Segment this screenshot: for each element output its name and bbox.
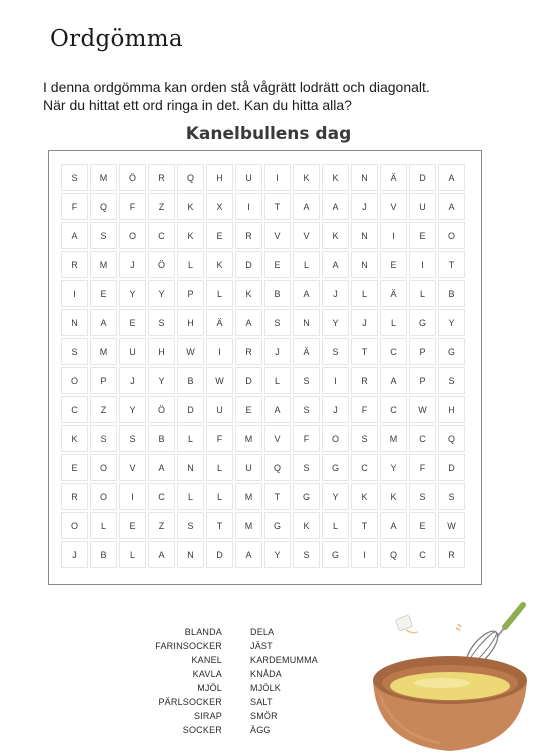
word-search-grid <box>60 163 466 569</box>
grid-cell[interactable]: N <box>351 251 378 278</box>
grid-cell[interactable]: W <box>177 338 204 365</box>
grid-cell[interactable]: V <box>293 222 320 249</box>
word-list-item: SALT <box>250 697 273 707</box>
grid-cell[interactable]: M <box>90 164 117 191</box>
word-list-item: KAVLA <box>192 669 222 679</box>
grid-cell[interactable]: V <box>119 454 146 481</box>
grid-cell[interactable]: F <box>206 425 233 452</box>
word-list-left <box>140 625 222 737</box>
grid-cell[interactable]: I <box>235 193 262 220</box>
grid-cell[interactable]: L <box>177 483 204 510</box>
grid-cell[interactable]: Y <box>322 309 349 336</box>
grid-cell[interactable]: E <box>235 396 262 423</box>
grid-cell[interactable]: N <box>351 164 378 191</box>
grid-cell[interactable]: T <box>438 251 465 278</box>
grid-cell[interactable]: L <box>90 512 117 539</box>
grid-cell[interactable]: T <box>351 512 378 539</box>
grid-cell[interactable]: S <box>264 309 291 336</box>
grid-cell[interactable]: R <box>235 222 262 249</box>
grid-cell[interactable]: U <box>119 338 146 365</box>
word-list-item: SOCKER <box>182 725 222 735</box>
grid-cell[interactable]: N <box>177 541 204 568</box>
grid-cell[interactable]: J <box>322 396 349 423</box>
grid-cell[interactable]: W <box>206 367 233 394</box>
grid-cell[interactable]: A <box>380 512 407 539</box>
grid-cell[interactable]: A <box>264 396 291 423</box>
word-list-item: ÄGG <box>250 725 271 735</box>
grid-cell[interactable]: E <box>119 512 146 539</box>
grid-cell[interactable]: J <box>351 193 378 220</box>
grid-cell[interactable]: E <box>380 251 407 278</box>
word-list-item: PÄRLSOCKER <box>158 697 222 707</box>
grid-cell[interactable]: M <box>235 512 262 539</box>
grid-cell[interactable]: H <box>206 164 233 191</box>
grid-cell[interactable]: S <box>61 338 88 365</box>
grid-cell[interactable]: N <box>61 309 88 336</box>
grid-cell[interactable]: R <box>61 251 88 278</box>
grid-cell[interactable]: J <box>61 541 88 568</box>
grid-cell[interactable]: C <box>61 396 88 423</box>
grid-cell[interactable]: X <box>206 193 233 220</box>
grid-cell[interactable]: S <box>293 367 320 394</box>
word-list-item: MJÖLK <box>250 683 282 693</box>
grid-cell[interactable]: P <box>177 280 204 307</box>
grid-cell[interactable]: Ä <box>380 280 407 307</box>
page-title: Ordgömma <box>50 26 183 52</box>
grid-cell[interactable]: I <box>264 164 291 191</box>
grid-cell[interactable]: R <box>235 338 262 365</box>
grid-cell[interactable]: Y <box>438 309 465 336</box>
grid-cell[interactable]: G <box>322 541 349 568</box>
grid-cell[interactable]: R <box>148 164 175 191</box>
grid-cell[interactable]: K <box>177 222 204 249</box>
grid-cell[interactable]: Q <box>380 541 407 568</box>
grid-cell[interactable]: O <box>90 454 117 481</box>
grid-cell[interactable]: Ö <box>148 251 175 278</box>
grid-cell[interactable]: A <box>235 309 262 336</box>
grid-cell[interactable]: P <box>90 367 117 394</box>
grid-cell[interactable]: L <box>409 280 436 307</box>
grid-cell[interactable]: D <box>235 367 262 394</box>
word-list-item: JÄST <box>250 641 273 651</box>
grid-cell[interactable]: G <box>264 512 291 539</box>
grid-cell[interactable]: A <box>438 164 465 191</box>
grid-cell[interactable]: Y <box>322 483 349 510</box>
grid-cell[interactable]: B <box>90 541 117 568</box>
grid-cell[interactable]: W <box>409 396 436 423</box>
grid-cell[interactable]: S <box>61 164 88 191</box>
grid-cell[interactable]: Q <box>438 425 465 452</box>
word-list-item: BLANDA <box>184 627 222 637</box>
grid-cell[interactable]: B <box>438 280 465 307</box>
grid-cell[interactable]: P <box>409 367 436 394</box>
grid-cell[interactable]: O <box>61 512 88 539</box>
grid-cell[interactable]: N <box>293 309 320 336</box>
grid-cell[interactable]: S <box>119 425 146 452</box>
grid-cell[interactable]: K <box>322 164 349 191</box>
grid-cell[interactable]: I <box>409 251 436 278</box>
flour-packet-icon <box>395 615 418 633</box>
grid-cell[interactable]: Q <box>264 454 291 481</box>
grid-cell[interactable]: E <box>119 309 146 336</box>
grid-cell[interactable]: I <box>380 222 407 249</box>
grid-cell[interactable]: U <box>206 396 233 423</box>
word-list-item: SMÖR <box>250 711 278 721</box>
word-list-item: SIRAP <box>193 711 222 721</box>
grid-cell[interactable]: M <box>90 251 117 278</box>
grid-cell[interactable]: S <box>409 483 436 510</box>
puzzle-title: Kanelbullens dag <box>185 124 352 144</box>
grid-cell[interactable]: I <box>61 280 88 307</box>
grid-cell[interactable]: T <box>206 512 233 539</box>
grid-cell[interactable]: E <box>61 454 88 481</box>
grid-cell[interactable]: C <box>409 425 436 452</box>
grid-cell[interactable]: Z <box>148 193 175 220</box>
grid-cell[interactable]: K <box>351 483 378 510</box>
grid-cell[interactable]: E <box>409 512 436 539</box>
grid-cell[interactable]: I <box>206 338 233 365</box>
grid-cell[interactable]: O <box>438 222 465 249</box>
word-list-item: MJÖL <box>197 683 222 693</box>
grid-cell[interactable]: M <box>90 338 117 365</box>
grid-cell[interactable]: T <box>264 193 291 220</box>
grid-cell[interactable]: Z <box>148 512 175 539</box>
grid-cell[interactable]: C <box>148 483 175 510</box>
grid-cell[interactable]: R <box>61 483 88 510</box>
grid-cell[interactable]: A <box>322 251 349 278</box>
grid-cell[interactable]: O <box>119 222 146 249</box>
grid-cell[interactable]: F <box>61 193 88 220</box>
grid-cell[interactable]: J <box>264 338 291 365</box>
word-search-frame <box>48 150 482 585</box>
bowl-icon <box>373 656 527 751</box>
grid-cell[interactable]: A <box>148 454 175 481</box>
grid-cell[interactable]: S <box>351 425 378 452</box>
grid-cell[interactable]: L <box>206 454 233 481</box>
grid-cell[interactable]: H <box>177 309 204 336</box>
grid-cell[interactable]: A <box>90 309 117 336</box>
grid-cell[interactable]: E <box>206 222 233 249</box>
grid-cell[interactable]: M <box>380 425 407 452</box>
grid-cell[interactable]: L <box>177 425 204 452</box>
grid-cell[interactable]: Q <box>177 164 204 191</box>
grid-cell[interactable]: Z <box>90 396 117 423</box>
grid-cell[interactable]: S <box>293 454 320 481</box>
grid-cell[interactable]: L <box>322 512 349 539</box>
grid-cell[interactable]: D <box>235 251 262 278</box>
grid-cell[interactable]: S <box>90 425 117 452</box>
grid-cell[interactable]: Y <box>380 454 407 481</box>
grid-cell[interactable]: G <box>293 483 320 510</box>
word-list-item: DELA <box>250 627 275 637</box>
grid-cell[interactable]: Y <box>264 541 291 568</box>
grid-cell[interactable]: L <box>293 251 320 278</box>
grid-cell[interactable]: A <box>322 193 349 220</box>
grid-cell[interactable]: K <box>177 193 204 220</box>
grid-cell[interactable]: R <box>438 541 465 568</box>
grid-cell[interactable]: K <box>61 425 88 452</box>
grid-cell[interactable]: V <box>264 222 291 249</box>
grid-cell[interactable]: Ö <box>148 396 175 423</box>
grid-cell[interactable]: K <box>235 280 262 307</box>
grid-cell[interactable]: U <box>235 164 262 191</box>
grid-cell[interactable]: E <box>409 222 436 249</box>
grid-cell[interactable]: Ö <box>119 164 146 191</box>
grid-cell[interactable]: I <box>119 483 146 510</box>
word-list-right <box>250 625 350 737</box>
grid-cell[interactable]: G <box>409 309 436 336</box>
grid-cell[interactable]: C <box>380 338 407 365</box>
grid-cell[interactable]: J <box>119 251 146 278</box>
grid-cell[interactable]: V <box>380 193 407 220</box>
grid-cell[interactable]: L <box>206 280 233 307</box>
grid-cell[interactable]: F <box>293 425 320 452</box>
grid-cell[interactable]: H <box>148 338 175 365</box>
grid-cell[interactable]: A <box>380 367 407 394</box>
grid-cell[interactable]: I <box>322 367 349 394</box>
grid-cell[interactable]: Ä <box>206 309 233 336</box>
grid-cell[interactable]: P <box>409 338 436 365</box>
word-list-item: KANEL <box>191 655 222 665</box>
word-list-item: KNÅDA <box>250 669 283 679</box>
grid-cell[interactable]: G <box>438 338 465 365</box>
grid-cell[interactable]: S <box>438 483 465 510</box>
grid-cell[interactable]: N <box>177 454 204 481</box>
grid-cell[interactable]: L <box>119 541 146 568</box>
grid-cell[interactable]: B <box>264 280 291 307</box>
grid-cell[interactable]: Q <box>90 193 117 220</box>
grid-cell[interactable]: L <box>264 367 291 394</box>
grid-cell[interactable]: E <box>90 280 117 307</box>
instructions <box>43 78 513 114</box>
grid-cell[interactable]: K <box>380 483 407 510</box>
grid-cell[interactable]: R <box>351 367 378 394</box>
grid-cell[interactable]: F <box>351 396 378 423</box>
grid-cell[interactable]: C <box>148 222 175 249</box>
grid-cell[interactable]: D <box>409 164 436 191</box>
grid-cell[interactable]: A <box>148 541 175 568</box>
grid-cell[interactable]: D <box>177 396 204 423</box>
grid-cell[interactable]: A <box>438 193 465 220</box>
grid-cell[interactable]: H <box>438 396 465 423</box>
instructions-line-2: När du hittat ett ord ringa in det. Kan du hitta alla? <box>43 97 352 113</box>
word-list-item: KARDEMUMMA <box>250 655 319 665</box>
grid-cell[interactable]: F <box>119 193 146 220</box>
grid-cell[interactable]: F <box>409 454 436 481</box>
grid-cell[interactable]: U <box>409 193 436 220</box>
grid-cell[interactable]: K <box>322 222 349 249</box>
grid-cell[interactable]: S <box>438 367 465 394</box>
grid-cell[interactable]: C <box>380 396 407 423</box>
grid-cell[interactable]: B <box>177 367 204 394</box>
grid-cell[interactable]: N <box>351 222 378 249</box>
grid-cell[interactable]: U <box>235 454 262 481</box>
grid-cell[interactable]: A <box>61 222 88 249</box>
grid-cell[interactable]: D <box>438 454 465 481</box>
word-list-item: FARINSOCKER <box>155 641 222 651</box>
grid-cell[interactable]: A <box>235 541 262 568</box>
grid-cell[interactable]: J <box>119 367 146 394</box>
grid-cell[interactable]: J <box>322 280 349 307</box>
grid-cell[interactable]: G <box>322 454 349 481</box>
grid-cell[interactable]: Y <box>119 396 146 423</box>
grid-cell[interactable]: A <box>293 193 320 220</box>
grid-cell[interactable]: L <box>177 251 204 278</box>
grid-cell[interactable]: S <box>322 338 349 365</box>
grid-cell[interactable]: S <box>293 541 320 568</box>
grid-cell[interactable]: O <box>322 425 349 452</box>
grid-cell[interactable]: T <box>351 338 378 365</box>
grid-cell[interactable]: V <box>264 425 291 452</box>
grid-cell[interactable]: S <box>177 512 204 539</box>
grid-cell[interactable]: S <box>148 309 175 336</box>
grid-cell[interactable]: S <box>293 396 320 423</box>
grid-cell[interactable]: L <box>206 483 233 510</box>
grid-cell[interactable]: O <box>90 483 117 510</box>
grid-cell[interactable]: O <box>61 367 88 394</box>
grid-cell[interactable]: K <box>206 251 233 278</box>
grid-cell[interactable]: M <box>235 483 262 510</box>
grid-cell[interactable]: M <box>235 425 262 452</box>
grid-cell[interactable]: E <box>264 251 291 278</box>
grid-cell[interactable]: L <box>351 280 378 307</box>
instructions-line-1: I denna ordgömma kan orden stå vågrätt lodrätt och diagonalt. <box>43 79 430 95</box>
grid-cell[interactable]: C <box>409 541 436 568</box>
grid-cell[interactable]: B <box>148 425 175 452</box>
grid-cell[interactable]: K <box>293 164 320 191</box>
grid-cell[interactable]: Ä <box>380 164 407 191</box>
grid-cell[interactable]: S <box>90 222 117 249</box>
grid-cell[interactable]: L <box>380 309 407 336</box>
grid-cell[interactable]: Y <box>148 280 175 307</box>
grid-cell[interactable]: C <box>351 454 378 481</box>
grid-cell[interactable]: Y <box>119 280 146 307</box>
grid-cell[interactable]: Y <box>148 367 175 394</box>
grid-cell[interactable]: W <box>438 512 465 539</box>
grid-cell[interactable]: J <box>351 309 378 336</box>
grid-cell[interactable]: I <box>351 541 378 568</box>
grid-cell[interactable]: A <box>293 280 320 307</box>
grid-cell[interactable]: Ä <box>293 338 320 365</box>
grid-cell[interactable]: T <box>264 483 291 510</box>
grid-cell[interactable]: K <box>293 512 320 539</box>
grid-cell[interactable]: D <box>206 541 233 568</box>
mixing-bowl-illustration <box>360 595 537 755</box>
